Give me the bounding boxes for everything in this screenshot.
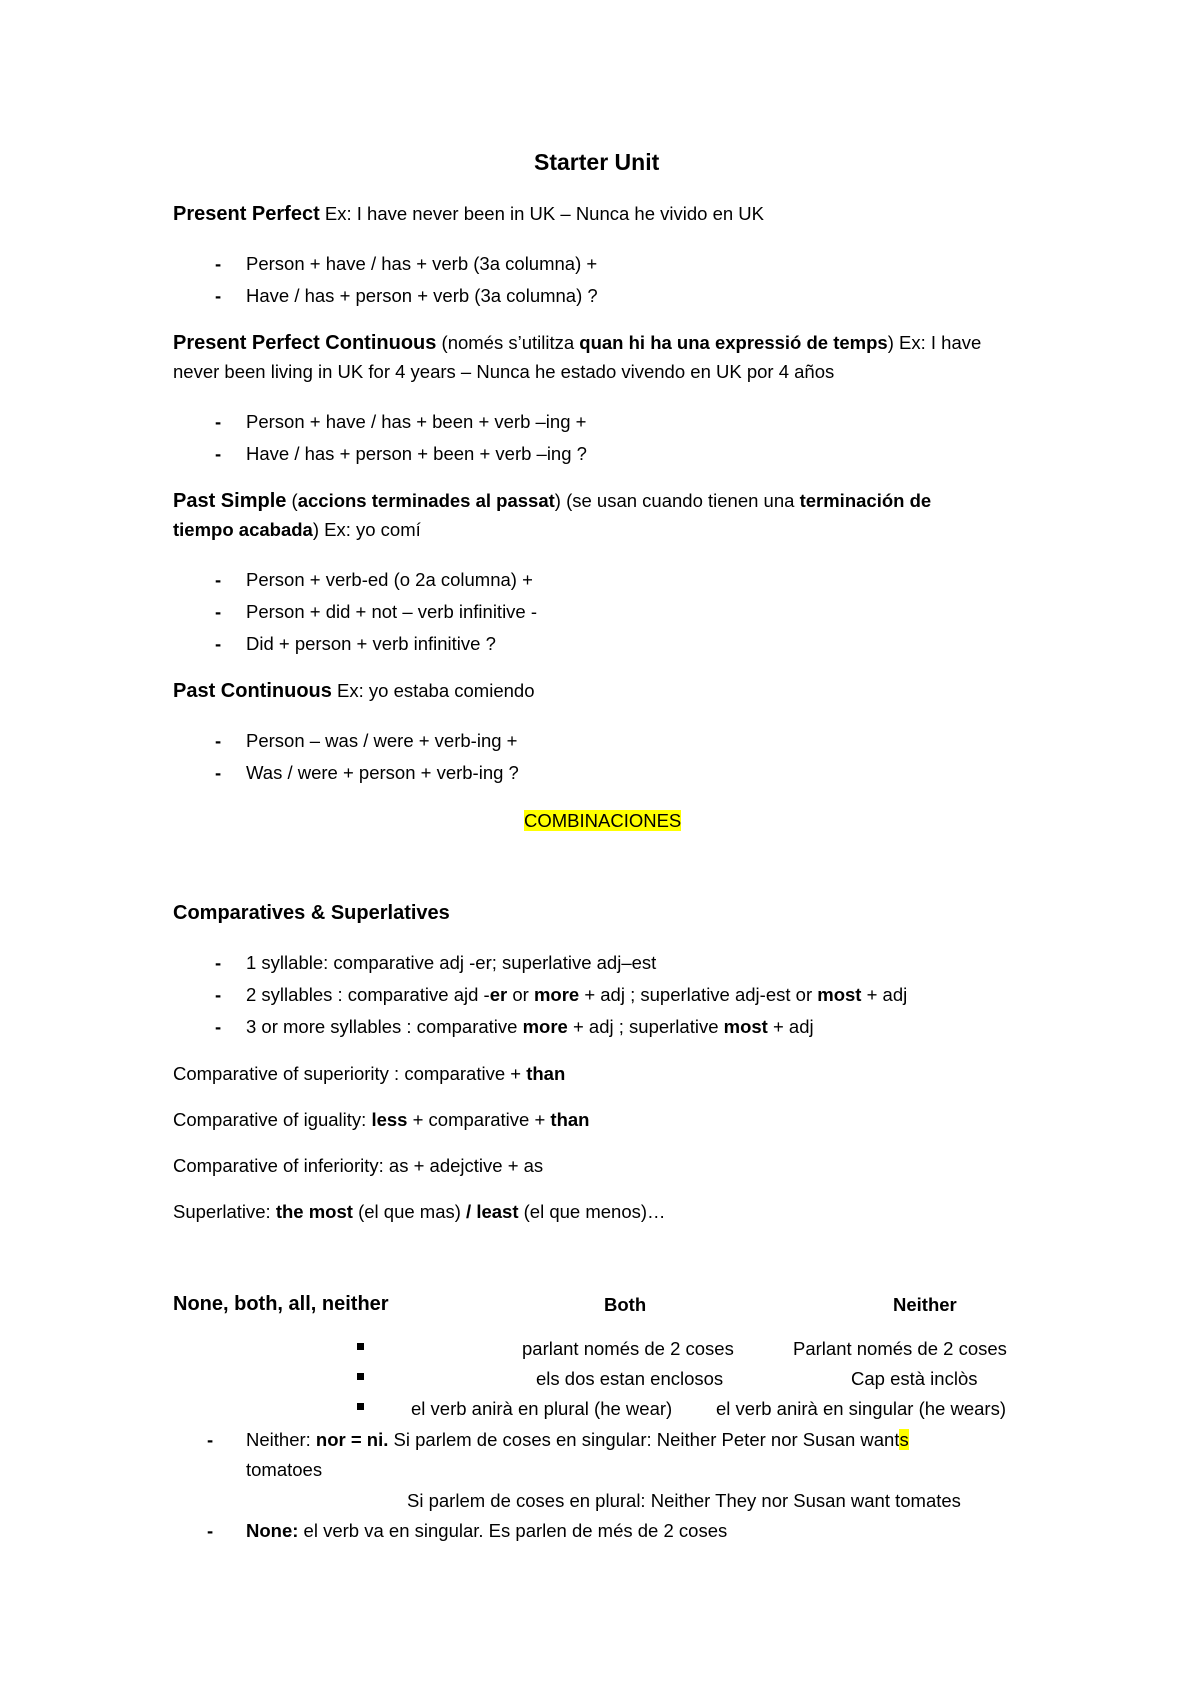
neither-cell: Parlant només de 2 coses [793, 1338, 1007, 1359]
none-rule-line [246, 1518, 727, 1544]
list-item: Person + have / has + been + verb –ing + [246, 411, 587, 432]
square-bullet-icon [357, 1403, 364, 1410]
neither-rule-line [246, 1427, 909, 1453]
neither-cell: el verb anirà en singular (he wears) [716, 1398, 1006, 1419]
bold-text: er [489, 984, 508, 1005]
past-continuous-heading: Past Continuous [173, 680, 332, 702]
text: (el que mas) [352, 1201, 467, 1222]
bullet-dash: - [215, 952, 222, 973]
past-simple-heading: Past Simple [173, 490, 287, 512]
square-bullet-icon [357, 1373, 364, 1380]
bold-text: / least [466, 1201, 519, 1222]
present-perfect-continuous-line [173, 330, 981, 356]
text: 2 syllables : comparative ajd - [246, 984, 490, 1005]
bullet-dash: - [215, 984, 222, 1005]
note-text: ) (se usan cuando tienen una [554, 490, 800, 511]
text: Superlative: [173, 1201, 276, 1222]
comparatives-heading: Comparatives & Superlatives [173, 902, 450, 924]
bullet-dash: - [215, 1016, 222, 1037]
past-continuous-example: Ex: yo estaba comiendo [331, 680, 535, 701]
superlative-line [173, 1199, 666, 1225]
note-text: ) Ex: yo comí [312, 519, 421, 540]
list-item [246, 1014, 814, 1040]
past-continuous-line [173, 678, 534, 704]
column-header-both: Both [604, 1294, 647, 1315]
column-header-neither: Neither [893, 1294, 957, 1315]
present-perfect-continuous-heading: Present Perfect Continuous [173, 332, 437, 354]
note-text: ) Ex: I have [887, 332, 982, 353]
both-cell: el verb anirà en plural (he wear) [411, 1398, 673, 1419]
neither-rule-line-2: tomatoes [246, 1459, 323, 1480]
text: + comparative + [407, 1109, 551, 1130]
bullet-dash: - [215, 730, 222, 751]
list-item: Have / has + person + been + verb –ing ? [246, 443, 587, 464]
note-bold: terminación de [799, 490, 932, 511]
text: + adj ; superlative adj-est or [579, 984, 818, 1005]
bullet-dash: - [215, 633, 222, 654]
text: Comparative of iguality: [173, 1109, 372, 1130]
bullet-dash: - [215, 285, 222, 306]
bold-text: more [533, 984, 580, 1005]
text: + adj [861, 984, 908, 1005]
bullet-dash: - [215, 569, 222, 590]
text: + adj ; superlative [567, 1016, 724, 1037]
text: el verb va en singular. Es parlen de més de 2 coses [298, 1520, 728, 1541]
comparative-inferiority: Comparative of inferiority: as + adejctive + as [173, 1155, 544, 1176]
list-item: Person + did + not – verb infinitive - [246, 601, 538, 622]
list-item: Was / were + person + verb-ing ? [246, 762, 519, 783]
none-both-heading: None, both, all, neither [173, 1293, 389, 1315]
neither-cell: Cap està inclòs [851, 1368, 978, 1389]
bullet-dash: - [207, 1520, 214, 1541]
past-simple-line-2 [173, 517, 421, 543]
square-bullet-icon [357, 1343, 364, 1350]
text: 3 or more syllables : comparative [246, 1016, 523, 1037]
combinaciones-label [524, 808, 681, 834]
past-simple-line [173, 488, 931, 514]
text: Si parlem de coses en singular: Neither Peter nor Susan want [388, 1429, 900, 1450]
bold-text: than [550, 1109, 590, 1130]
bold-text: the most [275, 1201, 353, 1222]
list-item: 1 syllable: comparative adj -er; superlative adj–est [246, 952, 657, 973]
bullet-dash: - [207, 1429, 214, 1450]
bold-text: more [522, 1016, 568, 1037]
present-perfect-example: Ex: I have never been in UK – Nunca he vivido en UK [319, 203, 765, 224]
text: (el que menos)… [518, 1201, 666, 1222]
bold-text: than [526, 1063, 566, 1084]
present-perfect-line [173, 201, 764, 227]
bullet-dash: - [215, 443, 222, 464]
both-cell: parlant només de 2 coses [522, 1338, 734, 1359]
note-bold: accions terminades al passat [297, 490, 555, 511]
present-perfect-continuous-line-2: never been living in UK for 4 years – Nunca he estado vivendo en UK por 4 años [173, 361, 835, 382]
bullet-dash: - [215, 253, 222, 274]
list-item: Person – was / were + verb-ing + [246, 730, 518, 751]
bold-text: None: [246, 1520, 299, 1541]
comparative-superiority [173, 1061, 565, 1087]
text: Neither: [246, 1429, 316, 1450]
highlighted-text: COMBINACIONES [524, 810, 682, 831]
text: or [507, 984, 534, 1005]
neither-rule-plural: Si parlem de coses en plural: Neither They nor Susan want tomates [407, 1490, 961, 1511]
list-item: Person + verb-ed (o 2a columna) + [246, 569, 533, 590]
bold-text: most [817, 984, 862, 1005]
bullet-dash: - [215, 601, 222, 622]
both-cell: els dos estan enclosos [536, 1368, 724, 1389]
bold-text: most [723, 1016, 768, 1037]
list-item: Have / has + person + verb (3a columna) ? [246, 285, 598, 306]
note-text: (només s’utilitza [436, 332, 580, 353]
highlighted-text: s [899, 1429, 909, 1450]
note-text: ( [286, 490, 298, 511]
bold-text: nor = ni. [315, 1429, 389, 1450]
list-item: Person + have / has + verb (3a columna) + [246, 253, 598, 274]
bullet-dash: - [215, 411, 222, 432]
present-perfect-heading: Present Perfect [173, 203, 320, 225]
list-item: Did + person + verb infinitive ? [246, 633, 496, 654]
note-bold: quan hi ha una expressió de temps [579, 332, 888, 353]
bold-text: less [371, 1109, 408, 1130]
note-bold: tiempo acabada [173, 519, 313, 540]
text: Comparative of superiority : comparative + [173, 1063, 527, 1084]
text: + adj [767, 1016, 814, 1037]
list-item [246, 982, 907, 1008]
page-title: Starter Unit [534, 149, 660, 175]
bullet-dash: - [215, 762, 222, 783]
comparative-iguality [173, 1107, 589, 1133]
